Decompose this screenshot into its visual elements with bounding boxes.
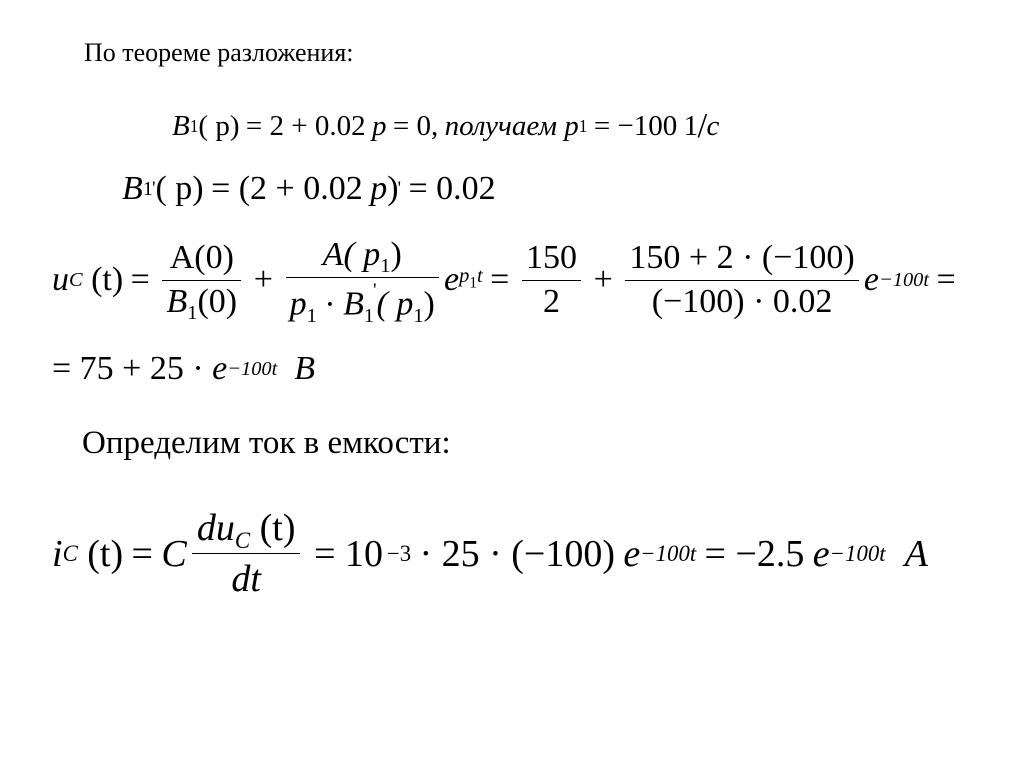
denominator: $p_1 \cdot B_1'$( $p_1$) — [286, 277, 439, 324]
numerator: 150 — [525, 238, 577, 276]
plus: + — [253, 261, 273, 299]
symbol-e: e — [444, 261, 460, 299]
subscript: C — [62, 540, 78, 566]
exponent: −100t — [829, 540, 886, 566]
unit-numerator: 1 — [683, 109, 699, 142]
equation-b1: B 1 ( p) = 2 + 0.02 p = 0, получаем p 1 = −100 1 / c — [172, 106, 720, 145]
equals: = — [130, 261, 150, 299]
result: = 0.02 — [408, 170, 496, 207]
symbol-e: e — [212, 350, 228, 387]
symbol-p1: p — [564, 109, 579, 142]
heading-text: Определим ток в емкости: — [82, 425, 451, 461]
unit-amperes: A — [904, 532, 928, 575]
argument: ( p) — [155, 170, 204, 207]
exponent: −100t — [640, 540, 697, 566]
equation-uc: u C (t) = $\frac{A(0)}{B_1(0)}$ + $\frac{A( p_1)}{p_1 \cdot B_1'( p_1)}$ e $p_1t$ = $\frac{150}{2}$ + $\frac{150 + 2 \cdot (-100)}{(-100) \cdot 0.02}$ e −100t = — [52, 236, 956, 328]
exponent: −100t — [227, 358, 278, 380]
argument-t: (t) — [87, 532, 124, 575]
heading-capacitor-current — [82, 425, 451, 462]
symbol-e: e — [812, 532, 830, 575]
fraction-numeric — [625, 239, 858, 321]
numerator: $du_C$ (t) — [196, 507, 296, 553]
unit-volts: B — [294, 350, 316, 387]
equals: = — [490, 261, 510, 299]
equals: = — [936, 261, 956, 299]
prime: ' — [397, 178, 401, 199]
root-value: = −100 — [593, 109, 678, 142]
denominator: dt — [192, 553, 300, 601]
argument-t: (t) — [91, 261, 124, 299]
slash: / — [697, 106, 708, 145]
exponent: −100t — [879, 269, 930, 292]
product: · 25 · (−100) — [419, 532, 616, 575]
equals: = — [131, 532, 153, 575]
fraction-ap1 — [286, 236, 439, 328]
expression: = (2 + 0.02 — [211, 170, 363, 207]
equation-ic: i C (t) = C $\frac{du_C (t)}{dt}$ = 10 −3 · 25 · (−100) e −100t = −2.5 e −100t A — [52, 507, 928, 601]
plus: + — [593, 261, 613, 299]
word-obtaining: получаем — [444, 109, 557, 142]
numerator: 150 + 2 · (−100) — [629, 238, 855, 276]
denominator: $B_1(0)$ — [162, 280, 241, 322]
equals-zero: = 0, — [392, 109, 439, 142]
heading-text: По теореме разложения: — [84, 38, 354, 67]
symbol-b: B — [122, 170, 143, 207]
close-paren: ) — [387, 170, 399, 207]
denominator: 2 — [522, 280, 581, 322]
expression: = 10 — [314, 532, 384, 575]
symbol-e: e — [863, 261, 880, 299]
symbol-i: i — [52, 532, 63, 575]
numerator: A( $p_1$) — [322, 236, 402, 278]
unit-seconds: c — [706, 109, 720, 142]
heading-expansion-theorem — [84, 38, 354, 68]
expression: = 75 + 25 · — [52, 350, 204, 387]
expression: = 2 + 0.02 — [245, 109, 366, 142]
symbol-u: u — [52, 261, 69, 299]
numerator: A(0) — [169, 238, 234, 276]
result: = −2.5 — [704, 532, 805, 575]
symbol-p: p — [370, 170, 388, 207]
prime: ' — [152, 178, 156, 199]
fraction-150-2 — [522, 239, 581, 321]
denominator: (−100) · 0.02 — [625, 280, 858, 322]
fraction-duc-dt — [192, 506, 300, 601]
subscript: C — [69, 269, 83, 292]
argument: ( p) — [198, 109, 240, 142]
equation-b1-derivative: B 1 ' ( p) = (2 + 0.02 p ) ' = 0.02 — [122, 170, 496, 207]
symbol-e: e — [623, 532, 641, 575]
symbol-b: B — [172, 109, 190, 142]
fraction-a0-b0 — [162, 238, 241, 325]
equation-uc-result — [52, 350, 315, 388]
symbol-p: p — [371, 109, 387, 142]
symbol-c: C — [161, 532, 187, 575]
